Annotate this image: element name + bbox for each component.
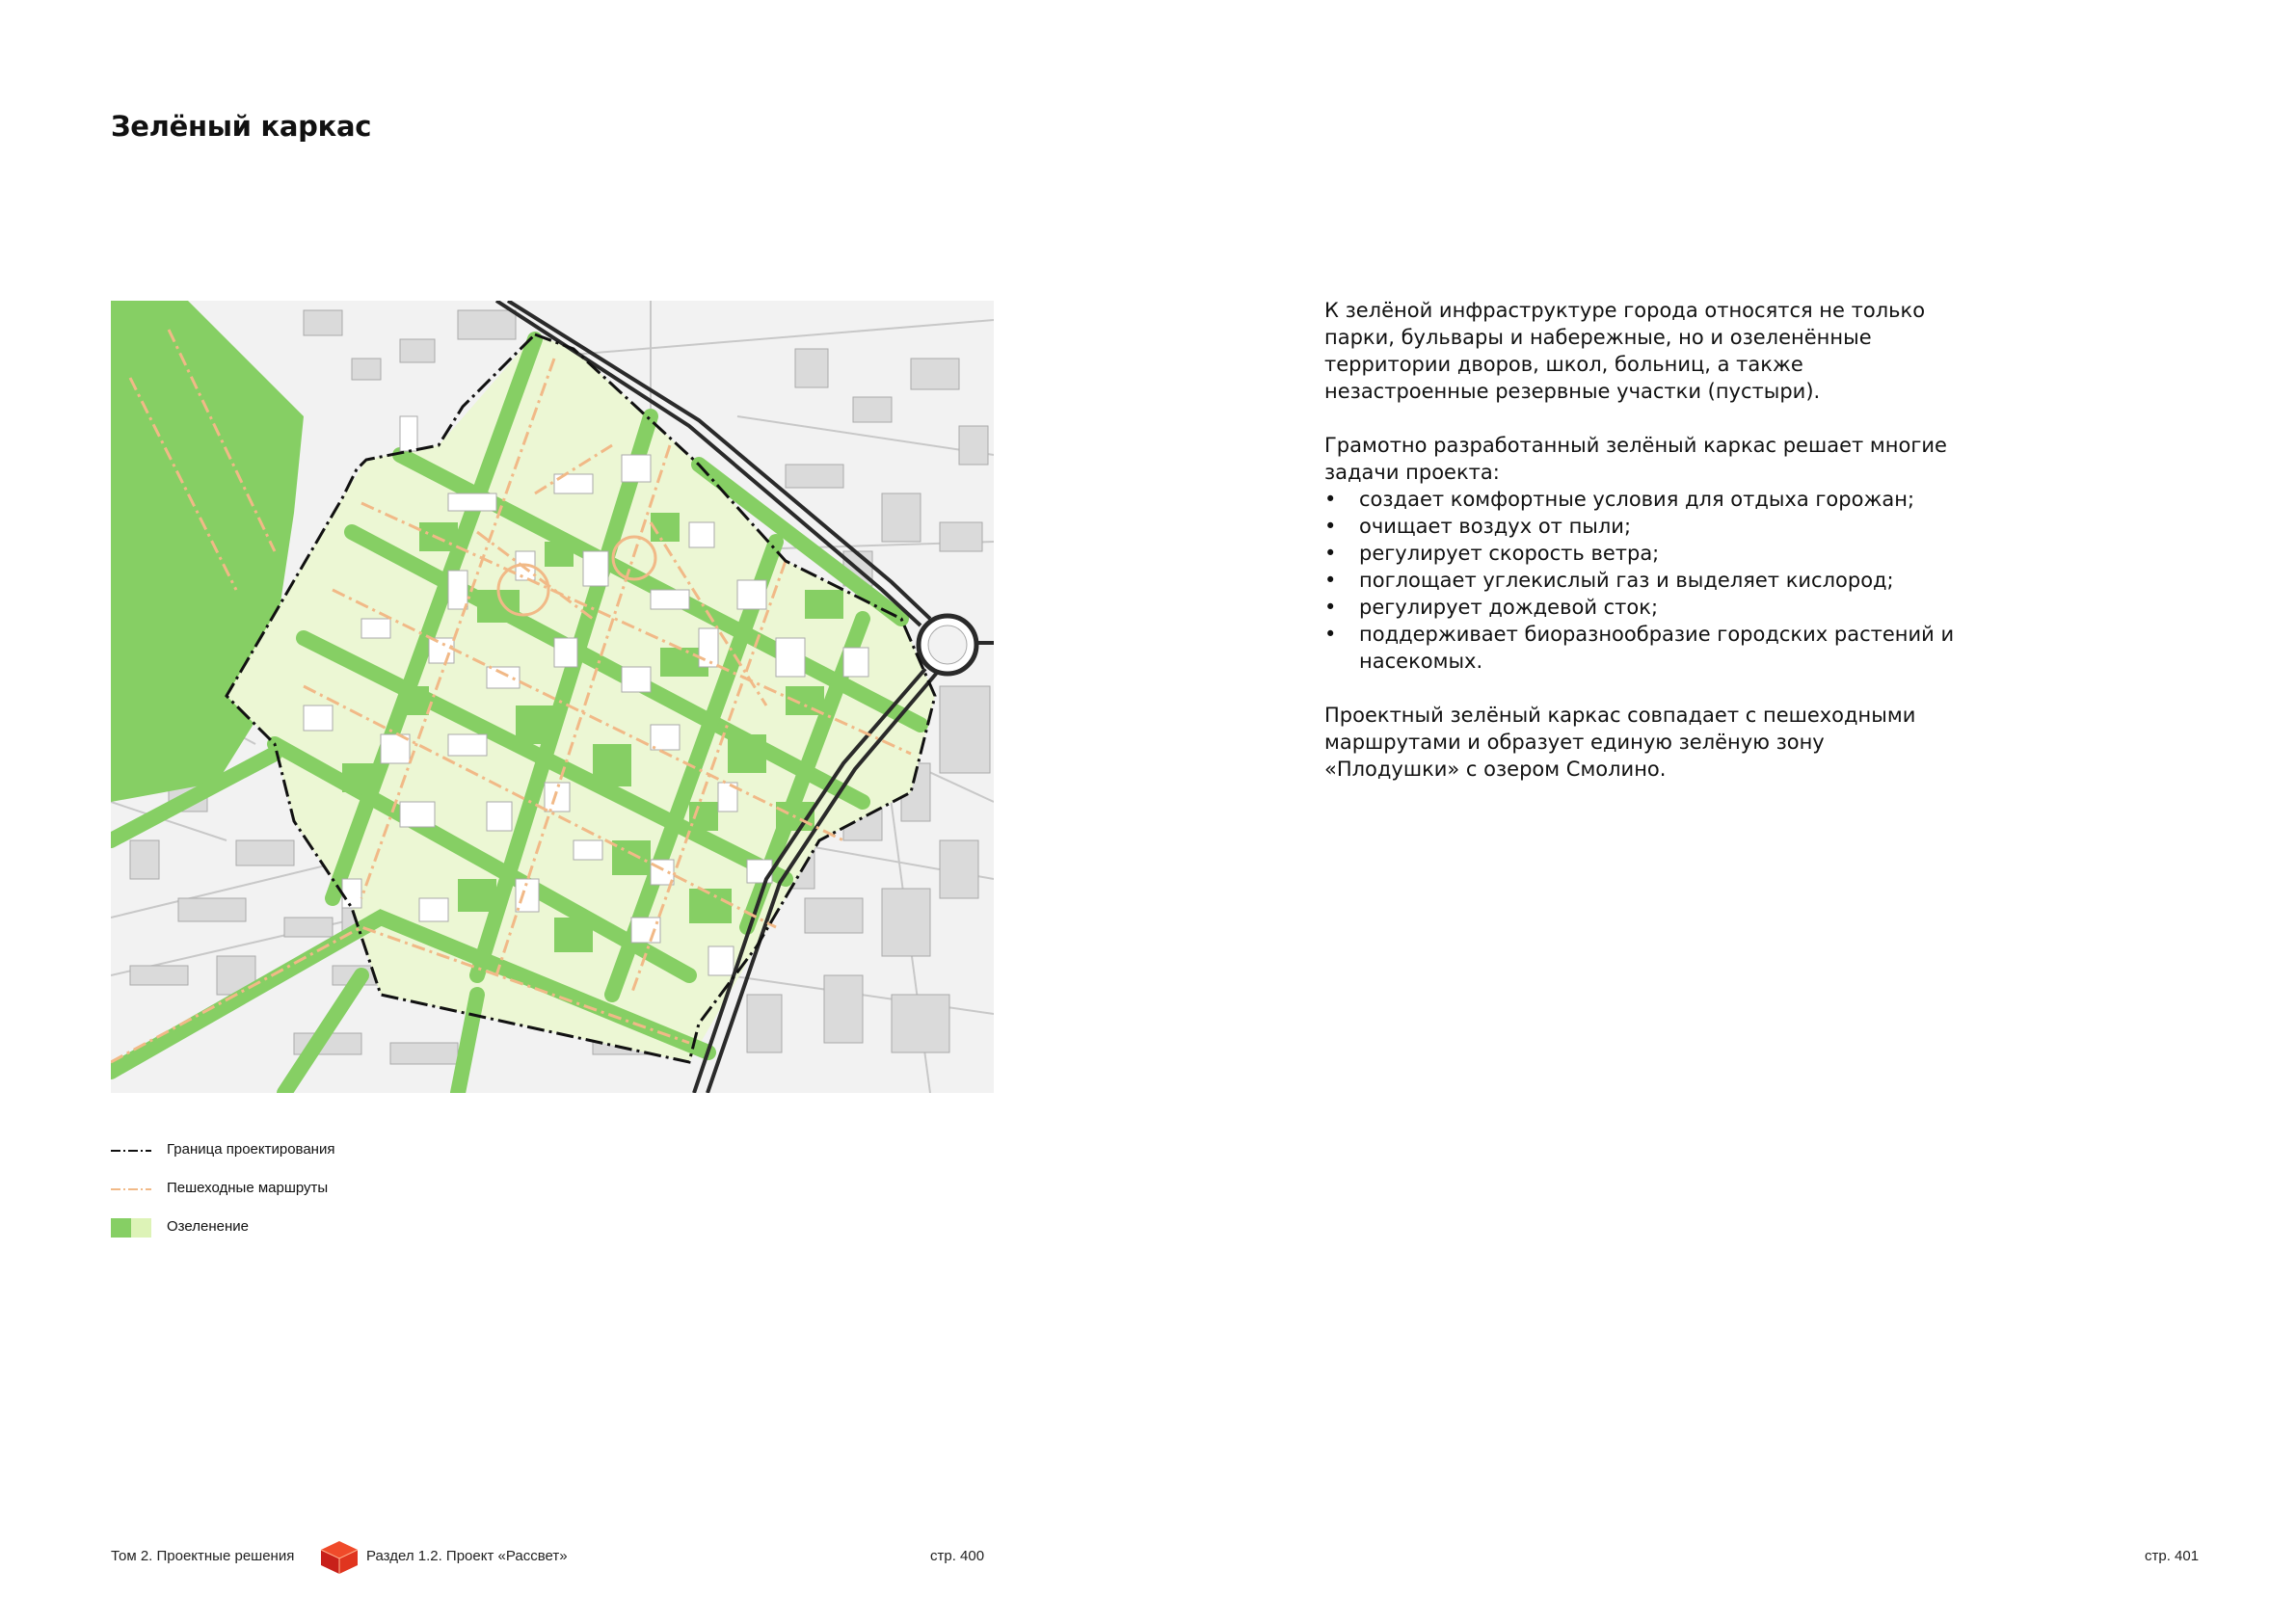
footer-volume: Том 2. Проектные решения (111, 1548, 295, 1564)
list-item: • поглощает углекислый газ и выделяет кислород; (1324, 569, 1894, 592)
bullet-icon: • (1324, 542, 1337, 565)
footer-page-right: стр. 401 (2145, 1548, 2200, 1564)
bullet-icon: • (1324, 569, 1337, 592)
page-title: Зелёный каркас (111, 110, 372, 143)
green-swatch-icon (111, 1218, 151, 1238)
lead-paragraph: Грамотно разработанный зелёный каркас решает многие задачи проекта: (1324, 434, 1947, 484)
list-item: • регулирует дождевой сток; (1324, 596, 1659, 619)
bullet-icon: • (1324, 515, 1337, 538)
dash-dot-line-black-icon (111, 1141, 151, 1160)
legend-label-boundary: Граница проектирования (167, 1141, 335, 1158)
conclusion-paragraph: Проектный зелёный каркас совпадает с пешеходными маршрутами и образует единую зелёную зону «Плодушки» с озером Смолино. (1324, 704, 1916, 781)
bullet-icon: • (1324, 623, 1337, 646)
intro-paragraph: К зелёной инфраструктуре города относятся не только парки, бульвары и набережные, но и озеленённые территории дворов, школ, больниц, а также незастроенные резервные участки (пустыри). (1324, 299, 1926, 403)
list-item: • очищает воздух от пыли; (1324, 515, 1632, 538)
green-framework-map (111, 301, 994, 1093)
list-item: • создает комфортные условия для отдыха горожан; (1324, 488, 1915, 511)
legend-label-pedestrian: Пешеходные маршруты (167, 1180, 329, 1196)
dash-dot-line-orange-icon (111, 1180, 151, 1199)
list-item: • регулирует скорость ветра; (1324, 542, 1660, 565)
benefits-list (1324, 486, 1961, 675)
red-cube-logo-icon (319, 1539, 360, 1576)
description-text (1324, 297, 1961, 810)
bullet-icon: • (1324, 596, 1337, 619)
list-item: • поддерживает биоразнообразие городских растений и насекомых. (1324, 623, 1955, 673)
footer-page-left: стр. 400 (930, 1548, 985, 1564)
bullet-icon: • (1324, 488, 1337, 511)
legend-label-greenery: Озеленение (167, 1218, 249, 1235)
footer-section: Раздел 1.2. Проект «Рассвет» (366, 1548, 568, 1564)
